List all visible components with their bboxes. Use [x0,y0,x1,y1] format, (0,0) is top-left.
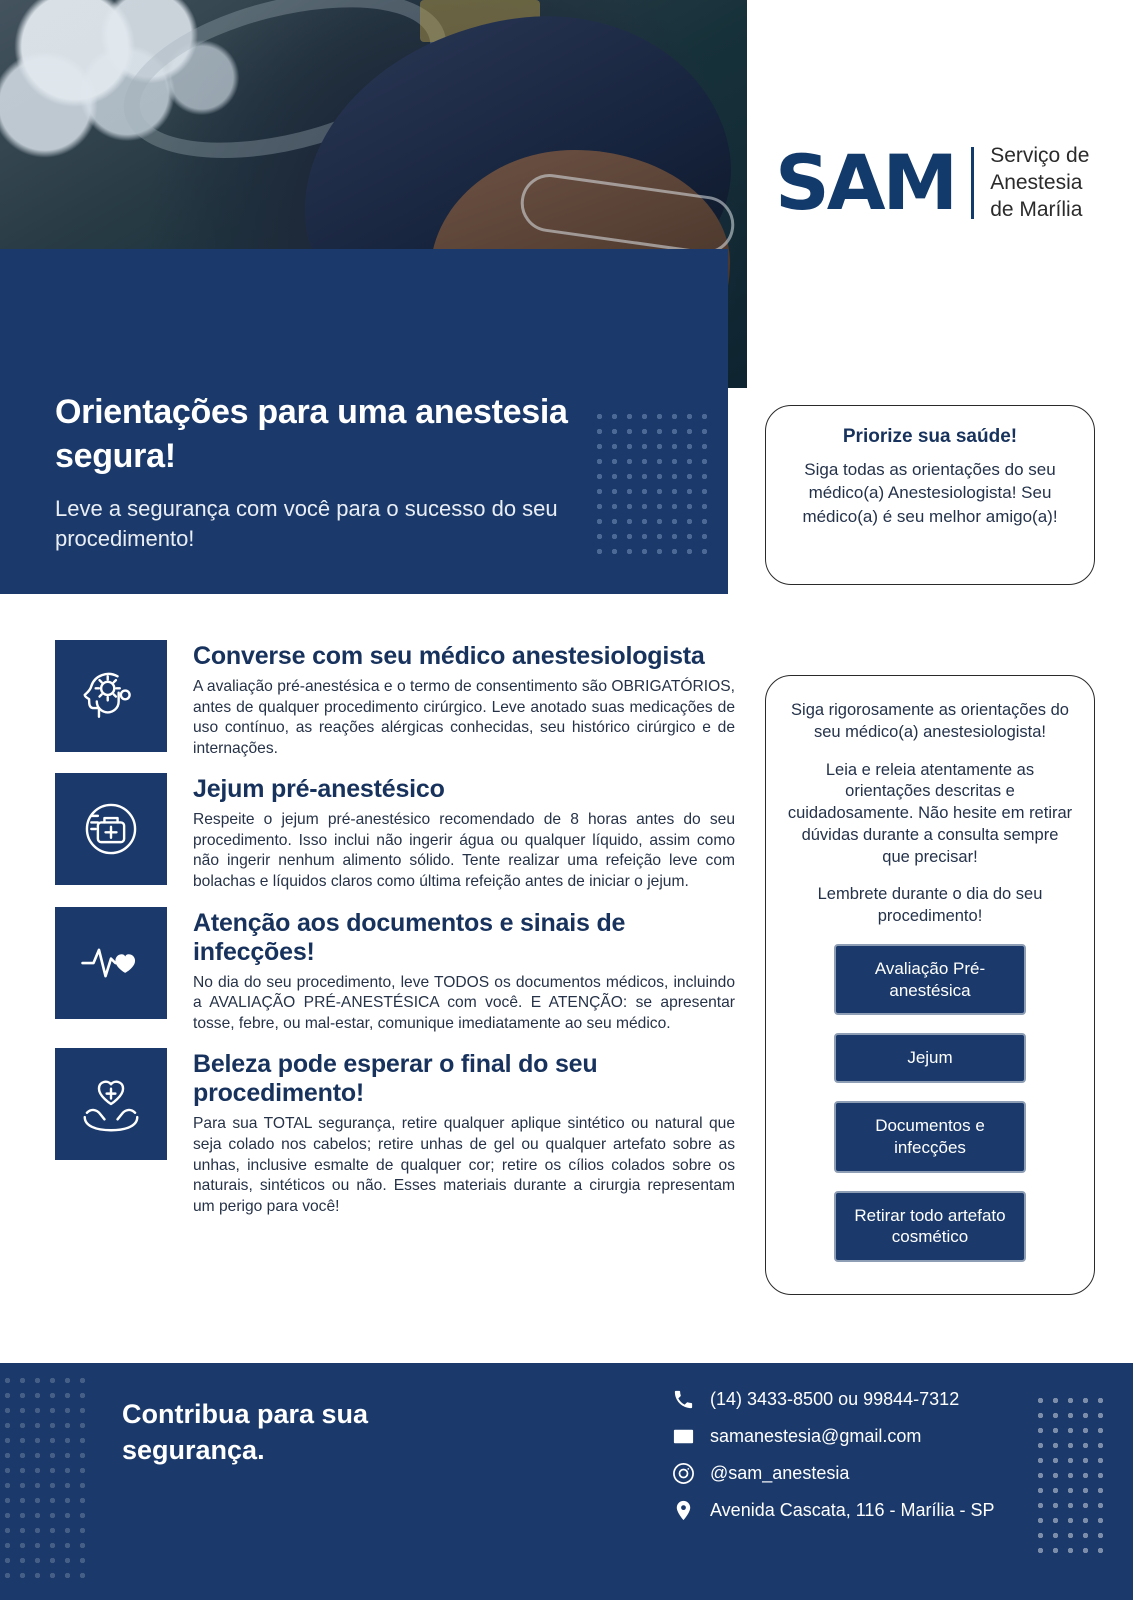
location-pin-icon [668,1499,698,1522]
siga-card [765,675,1095,1295]
contact-instagram[interactable] [668,1462,1068,1485]
contact-address-text: Avenida Cascata, 116 - Marília - SP [710,1500,995,1520]
contact-address[interactable] [668,1499,1068,1522]
siga-card-paragraph-1: Siga rigorosamente as orientações do seu médico(a) anestesiologista! [791,701,1069,741]
mail-icon [668,1425,698,1448]
contact-list [668,1388,1068,1536]
dot-pattern-decoration [592,409,712,559]
head-gear-stethoscope-icon [55,640,167,752]
logo-tagline-line-3: de Marília [990,198,1083,222]
list-item [55,640,735,759]
list-item-title: Atenção aos documentos e sinais de infecções! [193,908,626,966]
heartbeat-icon [55,907,167,1019]
reminder-chip-documentos: Documentos e infecções [834,1101,1026,1173]
footer [0,1363,1133,1600]
logo-divider [971,147,974,219]
siga-card-paragraph-3: Lembrete durante o dia do seu procedimento! [817,885,1043,926]
logo-tagline [990,142,1089,224]
reminder-chip-cosmetico: Retirar todo artefato cosmético [834,1191,1026,1263]
list-item-text: A avaliação pré-anestésica e o termo de consentimento são OBRIGATÓRIOS, antes de qualquer procedimento cirúrgico. Leve anotado suas medicações de uso contínuo, as reações alérgicas conhecidas, seu histórico cirúrgico e de internações. [193,678,735,757]
priorize-card [765,405,1095,585]
priorize-card-title: Priorize sua saúde! [842,426,1018,447]
page-title: Orientações para uma anestesia segura! [55,393,568,475]
footer-dot-pattern-left [0,1373,95,1583]
reminder-chip-jejum: Jejum [834,1033,1026,1083]
list-item-title: Beleza pode esperar o final do seu procedimento! [193,1050,598,1108]
list-item-body [193,1048,735,1217]
list-item-title: Jejum pré-anestésico [193,775,445,804]
list-item-body [193,773,735,892]
medical-kit-icon [55,773,167,885]
footer-dot-pattern-right [1033,1393,1105,1553]
list-item-body [193,640,735,759]
phone-icon [668,1388,698,1411]
logo-tagline-line-1: Serviço de [990,143,1090,167]
reminder-chip-avaliacao: Avaliação Pré-anestésica [834,944,1026,1016]
list-item-body [193,907,735,1035]
logo-tagline-line-2: Anestesia [990,170,1083,194]
list-item [55,907,735,1035]
list-item [55,773,735,892]
hero-panel [0,249,728,594]
sam-logo [775,130,1110,235]
list-item-text: No dia do seu procedimento, leve TODOS os documentos médicos, incluindo a AVALIAÇÃO PRÉ-ANESTÉSICA com você. E ATENÇÃO: se apresentar tosse, febre, ou mal-estar, comunique imediatamente ao seu médico. [193,973,735,1032]
footer-heading: Contribua para sua segurança. [122,1399,369,1466]
contact-phone-text: (14) 3433-8500 ou 99844-7312 [710,1389,960,1409]
list-item-text: Para sua TOTAL segurança, retire qualquer aplique sintético ou natural que seja colado nos cabelos; retire unhas de gel ou qualquer artefato sobre as unhas, inclusive esmalte de qualquer cor; retire os cílios colados sobre os naturais, sintéticos ou não. Esses materiais durante a cirurgia representam um perigo para você! [193,1115,735,1215]
instagram-icon [668,1462,698,1485]
list-item-title: Converse com seu médico anestesiologista [193,642,705,670]
contact-instagram-text: @sam_anestesia [710,1463,850,1483]
page-subtitle: Leve a segurança com você para o sucesso do seu procedimento! [55,496,558,551]
siga-card-paragraph-2: Leia e releia atentamente as orientações descritas e cuidadosamente. Não hesite em retirar dúvidas durante a consulta sempre que precisar! [787,760,1073,866]
hands-heart-cross-icon [55,1048,167,1160]
contact-email[interactable] [668,1425,1068,1448]
contact-phone[interactable] [668,1388,1068,1411]
guidance-list [55,640,735,1231]
logo-wordmark: SAM [775,137,956,227]
priorize-card-body: Siga todas as orientações do seu médico(a) Anestesiologista! Seu médico(a) é seu melhor amigo(a)! [802,460,1058,526]
list-item-text: Respeite o jejum pré-anestésico recomendado de 8 horas antes do seu procedimento. Isso inclui não ingerir água ou qualquer líquido, assim como não ingerir nenhum alimento sólido. Tente realizar uma refeição leve com bolachas e líquidos claros como última refeição antes de iniciar o jejum. [193,811,735,891]
list-item [55,1048,735,1217]
contact-email-text: samanestesia@gmail.com [710,1426,922,1446]
